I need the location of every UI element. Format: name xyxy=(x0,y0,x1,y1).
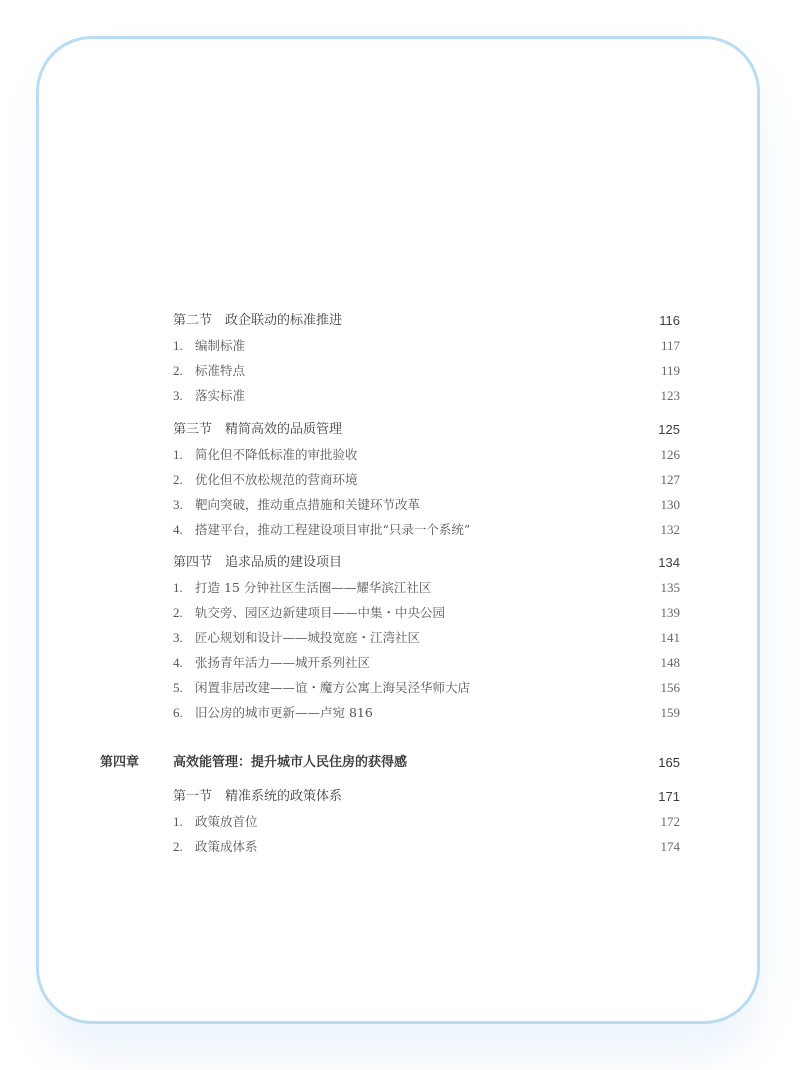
item-number: 1. xyxy=(173,338,183,353)
item-title: 靶向突破，推动重点措施和关键环节改革 xyxy=(195,497,421,512)
page-number: 165 xyxy=(658,755,680,770)
toc-item-entry[interactable] xyxy=(0,443,800,467)
toc-item-entry[interactable] xyxy=(0,601,800,625)
item-number: 2. xyxy=(173,363,183,378)
item-number: 1. xyxy=(173,447,183,462)
page-number: 130 xyxy=(660,497,680,512)
item-number: 3. xyxy=(173,388,183,403)
toc-section-entry[interactable] xyxy=(0,551,800,575)
page-number: 174 xyxy=(660,839,680,854)
section-title: 第四节 追求品质的建设项目 xyxy=(173,555,343,570)
item-title: 落实标准 xyxy=(195,388,246,403)
page-number: 159 xyxy=(660,705,680,720)
toc-section-entry[interactable] xyxy=(0,785,800,809)
item-number: 1. xyxy=(173,580,183,595)
item-title: 匠心规划和设计——城投宽庭・江湾社区 xyxy=(195,630,421,645)
toc-item-entry[interactable] xyxy=(0,518,800,542)
page-number: 132 xyxy=(660,522,680,537)
page-number: 141 xyxy=(660,630,680,645)
chapter-number: 第四章 xyxy=(100,755,140,770)
page-number: 119 xyxy=(660,363,680,378)
section-title: 第三节 精简高效的品质管理 xyxy=(173,422,343,437)
item-number: 4. xyxy=(173,522,183,537)
page-number: 172 xyxy=(660,814,680,829)
chapter-title: 高效能管理：提升城市人民住房的获得感 xyxy=(173,755,408,770)
item-number: 5. xyxy=(173,680,183,695)
toc-item-entry[interactable] xyxy=(0,810,800,834)
item-number: 1. xyxy=(173,814,183,829)
toc-item-entry[interactable] xyxy=(0,576,800,600)
toc-chapter-entry[interactable] xyxy=(0,751,800,775)
toc-item-entry[interactable] xyxy=(0,651,800,675)
item-title: 打造 15 分钟社区生活圈——耀华滨江社区 xyxy=(195,580,432,595)
item-title: 优化但不放松规范的营商环境 xyxy=(195,472,358,487)
toc-item-entry[interactable] xyxy=(0,384,800,408)
page-number: 139 xyxy=(660,605,680,620)
item-number: 2. xyxy=(173,839,183,854)
toc-item-entry[interactable] xyxy=(0,626,800,650)
page-number: 126 xyxy=(660,447,680,462)
item-number: 3. xyxy=(173,630,183,645)
item-title: 政策成体系 xyxy=(195,839,258,854)
page-number: 148 xyxy=(660,655,680,670)
page-number: 123 xyxy=(660,388,680,403)
item-title: 标准特点 xyxy=(195,363,246,378)
item-title: 政策放首位 xyxy=(195,814,258,829)
toc-item-entry[interactable] xyxy=(0,359,800,383)
page-number: 135 xyxy=(660,580,680,595)
toc-section-entry[interactable] xyxy=(0,309,800,333)
page-number: 171 xyxy=(658,789,680,804)
toc-item-entry[interactable] xyxy=(0,334,800,358)
page-number: 134 xyxy=(658,555,680,570)
toc-section-entry[interactable] xyxy=(0,418,800,442)
item-title: 旧公房的城市更新——卢宛 816 xyxy=(195,705,373,720)
item-number: 4. xyxy=(173,655,183,670)
toc-item-entry[interactable] xyxy=(0,468,800,492)
item-number: 3. xyxy=(173,497,183,512)
item-title: 张扬青年活力——城开系列社区 xyxy=(195,655,371,670)
toc-item-entry[interactable] xyxy=(0,493,800,517)
item-title: 轨交旁、园区边新建项目——中集・中央公园 xyxy=(195,605,446,620)
toc-item-entry[interactable] xyxy=(0,835,800,859)
page-number: 156 xyxy=(660,680,680,695)
item-number: 2. xyxy=(173,605,183,620)
item-title: 编制标准 xyxy=(195,338,246,353)
toc-item-entry[interactable] xyxy=(0,676,800,700)
item-title: 简化但不降低标准的审批验收 xyxy=(195,447,358,462)
section-title: 第一节 精准系统的政策体系 xyxy=(173,789,343,804)
page-number: 125 xyxy=(658,422,680,437)
page-number: 127 xyxy=(660,472,680,487)
page-number: 117 xyxy=(660,338,680,353)
item-title: 搭建平台，推动工程建设项目审批“只录一个系统” xyxy=(195,522,471,537)
section-title: 第二节 政企联动的标准推进 xyxy=(173,313,343,328)
page-number: 116 xyxy=(659,313,680,328)
toc-item-entry[interactable] xyxy=(0,701,800,725)
item-number: 6. xyxy=(173,705,183,720)
item-title: 闲置非居改建——谊・魔方公寓上海吴泾华师大店 xyxy=(195,680,471,695)
item-number: 2. xyxy=(173,472,183,487)
